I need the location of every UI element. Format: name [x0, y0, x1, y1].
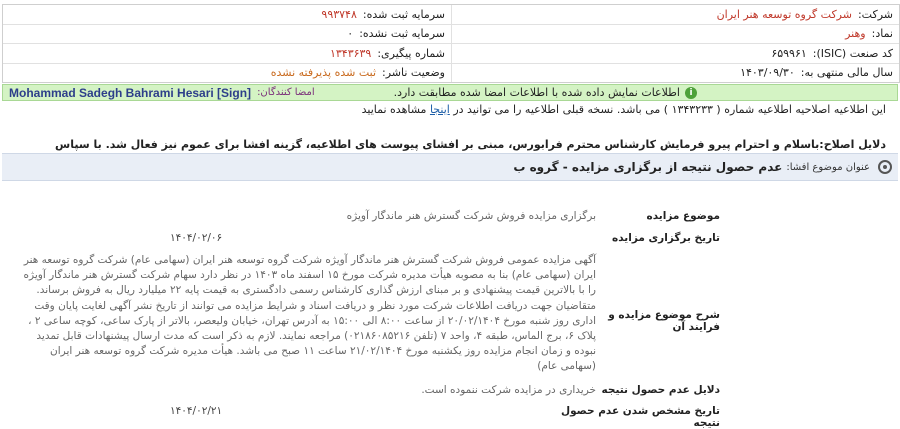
symbol-label: نماد: — [871, 27, 893, 41]
status-cell — [3, 64, 451, 83]
unreg-capital-value: ۰ — [347, 27, 354, 41]
reg-capital-cell — [3, 5, 451, 24]
detail-row-fail-date — [20, 405, 720, 429]
description-value: آگهی مزایده عمومی فروش شرکت گسترش هنر ماندگار آویژه شرکت گروه توسعه هنر ایران (سهامی عام) شرکت گروه توسعه هنر ایران (سهامی عام) بنا به مصوبه هیأت مدیره شرکت مورخ ۱۵ اسفند ماه ۱۴۰۳ در نظر دارد سهام شرکت گسترش هنر ماندگار آویژه را با بالاترین قیمت پیشنهادی و بر مبنای ارزش گذاری کارشناس رسمی دادگستری به قیمت پایه ۲۲ میلیارد ریال به فروش برساند. متقاضیان جهت دریافت اطلاعات شرکت مورد نظر و دریافت اسناد و شرایط مزایده می توانند از تاریخ نشر آگهی لغایت پایان وقت اداری روز شنبه مورخ ۲۰/۰۲/۱۴۰۴ از ساعت ۸:۰۰ الی ۱۵:۰۰ به آدرس تهران، خیابان ولیعصر، بالاتر از پارک ساعی، کوچه ساعی ۲ ، پلاک ۶، برج الماس، طبقه ۴، واحد ۷ (تلفن ۰۲۱۸۶۰۸۵۲۱۶) مراجعه نمایند. لازم به ذکر است که مدت ارسال پیشنهادات قابل تمدید نبوده و زمان انجام مزایده روز یکشنبه مورخ ۲۱/۰۲/۱۴۰۴ ساعت ۱۱ صبح می باشد. هیأت مدیره شرکت گروه توسعه هنر ایران (سهامی عام) — [23, 254, 596, 373]
topic-value: برگزاری مزایده فروش شرکت گسترش هنر ماندگار آویژه — [346, 210, 596, 222]
detail-row-date — [20, 232, 720, 244]
reg-capital-value: ۹۹۳۷۴۸ — [321, 7, 357, 21]
isic-cell — [451, 44, 899, 63]
tracking-value: ۱۳۴۳۶۳۹ — [329, 46, 372, 60]
status-value: ثبت شده پذیرفته نشده — [270, 66, 377, 80]
info-icon: i — [685, 87, 697, 99]
company-label: شرکت: — [857, 7, 893, 21]
amendment-notice — [362, 103, 886, 116]
subject-label: عنوان موضوع افشا: — [786, 161, 870, 173]
auction-date-label: تاریخ برگزاری مزایده — [612, 232, 720, 244]
fail-reasons-label: دلایل عدم حصول نتیجه — [601, 384, 720, 396]
notice-text-after: مشاهده نمایید — [361, 103, 427, 116]
tracking-cell — [3, 44, 451, 63]
unreg-capital-cell — [3, 25, 451, 44]
settings-gear-icon[interactable] — [878, 160, 892, 174]
info-row-company — [3, 5, 899, 25]
topic-label: موضوع مزایده — [646, 210, 720, 222]
info-row-fiscal — [3, 64, 899, 83]
notice-text-before: این اطلاعیه اصلاحیه اطلاعیه شماره ( ۱۳۴۳۲۳۳ ) می باشد. نسخه قبلی اطلاعیه را می توانید در — [453, 103, 886, 116]
fail-reasons-value: خریداری در مزایده شرکت ننموده است. — [421, 384, 596, 396]
unreg-capital-label: سرمایه ثبت نشده: — [359, 27, 445, 41]
isic-label: کد صنعت (ISIC): — [812, 46, 893, 60]
status-label: وضعیت ناشر: — [382, 66, 445, 80]
info-row-isic — [3, 44, 899, 64]
tracking-label: شماره پیگیری: — [377, 46, 445, 60]
reg-capital-label: سرمایه ثبت شده: — [362, 7, 445, 21]
signature-message — [394, 86, 697, 99]
signature-bar — [2, 84, 898, 101]
fail-date-value: ۱۴۰۴/۰۲/۲۱ — [170, 405, 223, 417]
signature-message-text: اطلاعات نمایش داده شده با اطلاعات امضا شده مطابقت دارد. — [393, 86, 680, 99]
auction-date-value: ۱۴۰۴/۰۲/۰۶ — [170, 232, 223, 244]
signer-name: Mohammad Sadegh Bahrami Hesari [Sign] — [9, 85, 252, 100]
detail-row-reasons — [20, 384, 720, 396]
signers — [9, 85, 315, 100]
signers-label: امضا کنندگان: — [257, 87, 315, 98]
info-row-symbol — [3, 25, 899, 45]
fail-date-label: تاریخ مشخص شدن عدم حصول نتیجه — [560, 405, 720, 429]
symbol-value: وهنر — [845, 27, 866, 41]
fiscal-cell — [451, 64, 899, 83]
detail-row-topic — [20, 210, 720, 222]
company-value: شرکت گروه توسعه هنر ایران — [716, 7, 852, 21]
company-cell — [451, 5, 899, 24]
subject-bar — [2, 153, 898, 181]
isic-value: ۶۵۹۹۶۱ — [771, 46, 807, 60]
description-label: شرح موضوع مزایده و فرایند آن — [608, 309, 720, 333]
detail-row-description — [20, 253, 720, 375]
symbol-cell — [451, 25, 899, 44]
company-info-table — [2, 4, 900, 83]
previous-version-link[interactable]: اینجا — [429, 103, 450, 116]
fiscal-value: ۱۴۰۳/۰۹/۳۰ — [740, 66, 795, 80]
amendment-reason: دلایل اصلاح:باسلام و احترام پیرو فرمایش کارشناس محترم فرابورس، مبنی بر افشای پیوست های اطلاعیه، گزینه افشا برای عموم نیز فعال شد. با سپاس — [55, 138, 886, 151]
fiscal-label: سال مالی منتهی به: — [800, 66, 893, 80]
subject-title: عدم حصول نتیجه از برگزاری مزایده - گروه ب — [513, 160, 783, 174]
